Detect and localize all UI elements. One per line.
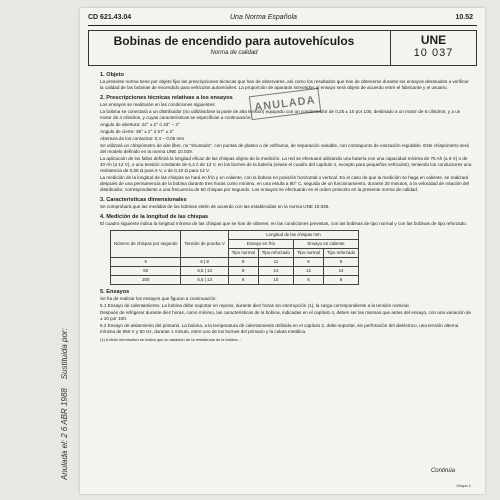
- table-cell: 8: [323, 276, 358, 285]
- section-1-title: 1. Objeto: [100, 72, 124, 78]
- norma-tagline: Una Norma Española: [230, 14, 297, 21]
- section-2-text-1: Los ensayos se realizarán en las condiciones siguientes:: [100, 102, 216, 107]
- cdu-code: CD 621.43.04: [88, 14, 132, 21]
- document-body: [100, 68, 473, 344]
- table-cell: 6,5 | 13: [181, 267, 228, 276]
- table-cell: 6: [293, 276, 323, 285]
- section-4-title: 4. Medición de la longitud de las chispas: [100, 214, 209, 220]
- section-3-text: Se comprobará que las medidas de las bobinas estén de acuerdo con las establecidas en la norma UNE 10.035.: [100, 204, 330, 209]
- section-5-text-4: 5.2 Ensayo de aislamiento del primario. La bobina, a la temperatura de calentamiento definida en el capítulo 2, debe soportar, sin perforación del dieléctrico, una tensión alterna mínima de 550 V y 50 Hz, durante 1 minuto, entre uno de los bornes del primario y la culata metálica.: [100, 323, 459, 334]
- section-2-text-5: La medición de la longitud de las chispas se hará en frío y en caliente, con la bobina en posición horizontal o vertical. En el caso de que la medición se haga en caliente, se realizará después de una permanencia de la bobina durante tres horas como mínimo, en una estufa a 80° C, seguida de un funcionamiento, durante 30 minutos, a la velocidad de rotación del distribuidor, correspondiente a una frecuencia de 60 chispas por segundo. Los ensayos se efectuarán en el orden prescrito en la presente norma de calidad.: [100, 175, 470, 192]
- table-row: [111, 267, 359, 276]
- top-line: [80, 14, 485, 24]
- table-header-reinforced-hot: Tipo reforzado: [323, 249, 358, 258]
- spark-length-table: [110, 230, 359, 285]
- table-cell: 9: [323, 258, 358, 267]
- table-cell: 12: [293, 267, 323, 276]
- document-header: [88, 30, 477, 66]
- table-cell: 14: [323, 267, 358, 276]
- table-cell: 8: [228, 276, 258, 285]
- section-5-text-3: Después de refrigerar durante diez horas, como mínimo, las características de la bobina, indicadas en el capítulo 4, deben ser las mismas que antes del ensayo, con una variación de ± 10 por 100.: [100, 310, 472, 321]
- section-5-text-2: 5.1 Ensayo de calentamiento. La bobina debe soportar en reposo, durante diez horas sin interrupción (1), la carga correspondiente a la tensión nominal.: [100, 303, 410, 308]
- table-cell: 6 | 8: [181, 258, 228, 267]
- section-5-title: 5. Ensayos: [100, 289, 130, 295]
- table-cell: 6,5 | 13: [181, 276, 228, 285]
- section-4-text: El cuadro siguiente indica la longitud mínima de las chispas que se han de obtener, en las condiciones previstas, con las bobinas de tipo normal y con las bobinas de tipo reforzado.: [100, 221, 467, 226]
- section-5-text-1: Se ha de realizar los ensayos que figuran a continuación:: [100, 296, 217, 301]
- group-label: Grupo 1: [456, 483, 471, 488]
- section-3-title: 3. Características dimensionales: [100, 197, 187, 203]
- section-2-angle-close: Angulo de cierre: 38° ± 2° ó 57° ± 2°: [100, 129, 174, 134]
- table-cell: 8: [228, 267, 258, 276]
- annulled-stamp: ANULADA: [249, 88, 321, 120]
- table-header-normal-hot: Tipo normal: [293, 249, 323, 258]
- section-2-angle-open: Angulo de abertura: 22° ± 2° ó 33° − 2°: [100, 122, 180, 127]
- table-cell: 6: [111, 258, 181, 267]
- section-2-gap: Abertura de los contactos: 0,4 − 0,05 mm: [100, 136, 185, 141]
- table-cell: 10: [258, 276, 293, 285]
- table-cell: 14: [258, 267, 293, 276]
- document-title: Bobinas de encendido para autovehículos: [113, 34, 355, 48]
- annulled-date-note: [60, 328, 69, 480]
- section-1-text: La presente norma tiene por objeto fijar las prescripciones técnicas que han de observarse, así como los resultados que han de obtenerse durante los ensayos destinados a verificar la calidad de las bobinas de encendido para vehículos automóviles. La proporción de aparatos sometidos al ensayo será objeto de acuerdo entre el fabricante y el usuario.: [100, 79, 469, 90]
- section-2-title: 2. Prescripciones técnicas relativas a los ensayos: [100, 95, 233, 101]
- une-label: UNE: [420, 33, 447, 47]
- section-2-text-2: La bobina se conectará a un distribuidor (no utilizándose la parte de alta tensión) equipado con un condensador de 0,25 ± 10 por 100, destinado a un motor de 6 cilindros, y a un motor de 4 cilindros, y cuyas características se especifican a continuación:: [100, 109, 461, 120]
- footnote: (1) A título informativo se indica que la variación de la resistencia de la bobina ...: [100, 337, 243, 342]
- table-header-sparks: Número de chispas por segundo: [111, 231, 181, 258]
- table-row: [111, 276, 359, 285]
- top-rule: [88, 25, 477, 26]
- table-header-normal-cold: Tipo normal: [228, 249, 258, 258]
- standard-code-box: [390, 31, 476, 65]
- table-header-hot: Ensayo en caliente: [293, 240, 358, 249]
- table-header-length: Longitud de las chispas mm: [228, 231, 358, 240]
- table-row: [111, 258, 359, 267]
- document-page: [80, 8, 485, 494]
- section-2-text-3: Se utilizará un chispómetro de aire libre, no "shuntado", con puntas de platino o de volframio, de separación variable, con contrapunto de ionización regulable. Este chispómetro será del modelo definido en la norma UNE 10.029.: [100, 143, 469, 154]
- section-2-text-4: La aplicación de los fallos definirá la longitud eficaz de las chispas objeto de la medición. La red se efectuará utilizando una batería con una capacidad mínima de 75 Ah (a 6 V) o de 40 Ah (a 12 V), o una tensión constante de 6,3 ó de 13 V, en los bornes de la batería (véase el cuadro del capítulo 4, excepto para pequeños vehículos), teniendo los conductores una resistencia de 0,06 Ω para 6 V, o de 0,10 Ω para 12 V.: [100, 156, 472, 173]
- table-cell: 200: [111, 276, 181, 285]
- table-header-cold: Ensayo en frío: [228, 240, 293, 249]
- table-header-voltage: Tensión de prueba V: [181, 231, 228, 258]
- document-subtitle: Norma de calidad: [210, 50, 258, 56]
- annulled-label: Anulada el: 2 6 ABR 1988: [60, 388, 69, 480]
- standard-number: 10 037: [413, 47, 454, 59]
- table-cell: 11: [258, 258, 293, 267]
- edition-date: 10.52: [455, 14, 473, 21]
- replaced-label: Sustituida por:: [60, 328, 69, 380]
- table-cell: 50: [111, 267, 181, 276]
- table-header-reinforced-cold: Tipo reforzado: [258, 249, 293, 258]
- table-cell: 6: [293, 258, 323, 267]
- continued-label: Continúa: [430, 468, 455, 474]
- table-cell: 8: [228, 258, 258, 267]
